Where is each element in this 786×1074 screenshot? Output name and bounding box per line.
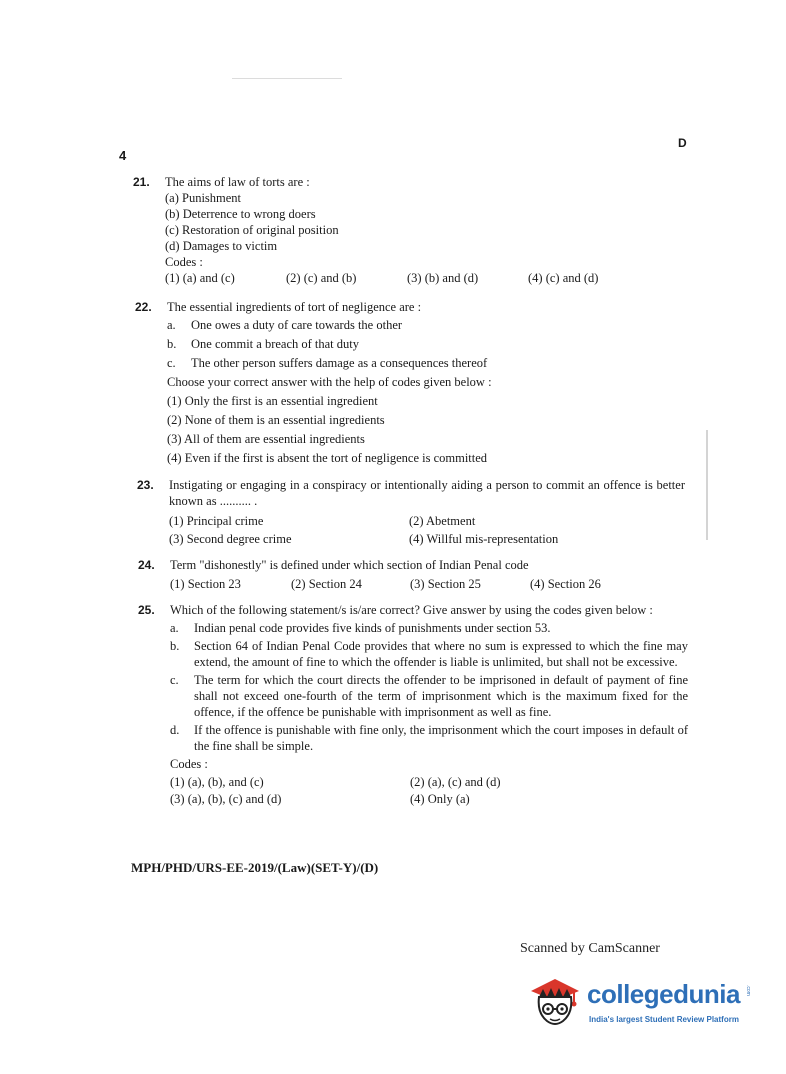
question-stem: Instigating or engaging in a conspiracy or intentionally aiding a person to commit an offence is better known as .......... .	[169, 478, 685, 508]
statement-item	[170, 620, 688, 636]
list-item: (d) Damages to victim	[165, 239, 278, 253]
brand-name: collegedunia	[587, 979, 740, 1009]
statement-text: If the offence is punishable with fine only, the imprisonment which the court imposes in default of the fine shall be simple.	[194, 723, 688, 753]
scan-artifact-line	[232, 78, 342, 79]
statement-text: Section 64 of Indian Penal Code provides that where no sum is expressed to which the fine may extend, the amount of fine to which the offender is liable is unlimited, but shall not be excessive.	[194, 639, 688, 669]
statement-text: The term for which the court directs the offender to be imprisoned in default of payment of fine shall not exceed one-fourth of the term of imprisonment which is the maximum fixed for the offence, if the offence be punishable with imprisonment as well as fine.	[194, 673, 688, 719]
options-row	[170, 576, 686, 592]
scan-edge-mark	[706, 430, 708, 540]
options-row	[170, 774, 688, 791]
statement-text: One commit a breach of that duty	[191, 337, 359, 351]
statement-item	[167, 355, 675, 371]
options-row	[169, 531, 685, 547]
statement-item	[170, 672, 688, 720]
statement-label: b.	[170, 639, 180, 653]
question-number: 23.	[137, 478, 154, 492]
answer-option: (4) Only (a)	[410, 792, 470, 806]
statement-label: b.	[167, 337, 177, 351]
statement-label: a.	[170, 621, 179, 635]
answer-option: (2) (c) and (b)	[286, 271, 357, 285]
list-item: (a) Punishment	[165, 191, 242, 205]
statement-label: a.	[167, 318, 176, 332]
question-stem: The essential ingredients of tort of negligence are :	[167, 300, 422, 314]
statement-item	[167, 317, 675, 333]
graduate-mascot-icon	[527, 975, 583, 1031]
set-code: D	[678, 136, 687, 150]
answer-option: (4) (c) and (d)	[528, 271, 599, 285]
list-item: (b) Deterrence to wrong doers	[165, 207, 316, 221]
statement-label: c.	[167, 356, 176, 370]
answer-option: (2) Abetment	[409, 514, 476, 528]
page-number: 4	[119, 148, 127, 163]
question-number: 22.	[135, 300, 152, 314]
codes-label: Codes :	[170, 757, 208, 771]
question-number: 24.	[138, 558, 155, 572]
paper-code-footer: MPH/PHD/URS-EE-2019/(Law)(SET-Y)/(D)	[131, 860, 379, 875]
question-21	[133, 174, 653, 286]
options-row	[170, 791, 688, 807]
answer-option: (2) None of them is an essential ingredients	[167, 413, 385, 427]
brand-tagline: India's largest Student Review Platform	[589, 1015, 739, 1024]
question-stem: The aims of law of torts are :	[165, 175, 310, 189]
answer-option: (1) Only the first is an essential ingredient	[167, 394, 378, 408]
collegedunia-logo	[527, 975, 757, 1035]
question-22	[135, 299, 675, 466]
answer-option: (4) Section 26	[530, 577, 601, 591]
answer-option: (3) Second degree crime	[169, 532, 292, 546]
answer-option: (2) Section 24	[291, 577, 362, 591]
answer-option: (1) (a), (b), and (c)	[170, 775, 264, 789]
scanned-by-watermark: Scanned by CamScanner	[520, 941, 660, 956]
answer-option: (3) All of them are essential ingredients	[167, 432, 365, 446]
statement-text: One owes a duty of care towards the other	[191, 318, 403, 332]
statement-item	[170, 638, 688, 670]
answer-option: (4) Willful mis-representation	[409, 532, 559, 546]
question-stem: Which of the following statement/s is/are correct? Give answer by using the codes given below :	[170, 603, 653, 617]
options-row	[169, 513, 685, 531]
question-23	[137, 477, 685, 547]
statement-item	[170, 722, 688, 754]
statement-text: The other person suffers damage as a consequences thereof	[191, 356, 488, 370]
answer-option: (1) Principal crime	[169, 514, 264, 528]
question-number: 21.	[133, 175, 150, 189]
statement-text: Indian penal code provides five kinds of punishments under section 53.	[194, 621, 551, 635]
question-stem: Term "dishonestly" is defined under which section of Indian Penal code	[170, 558, 529, 572]
question-number: 25.	[138, 603, 155, 617]
question-25	[138, 602, 688, 807]
statement-item	[167, 336, 675, 352]
answer-option: (2) (a), (c) and (d)	[410, 775, 501, 789]
answer-option: (1) Section 23	[170, 577, 241, 591]
list-item: (c) Restoration of original position	[165, 223, 339, 237]
statement-label: d.	[170, 723, 180, 737]
answer-option: (1) (a) and (c)	[165, 271, 235, 285]
answer-option: (3) Section 25	[410, 577, 481, 591]
statement-label: c.	[170, 673, 179, 687]
instruction-text: Choose your correct answer with the help of codes given below :	[167, 375, 492, 389]
brand-domain: .com	[745, 985, 751, 996]
answer-option: (3) (b) and (d)	[407, 271, 479, 285]
answer-option: (4) Even if the first is absent the tort of negligence is committed	[167, 451, 488, 465]
options-row	[165, 270, 653, 286]
answer-option: (3) (a), (b), (c) and (d)	[170, 792, 282, 806]
codes-label: Codes :	[165, 255, 203, 269]
question-24	[138, 557, 686, 592]
